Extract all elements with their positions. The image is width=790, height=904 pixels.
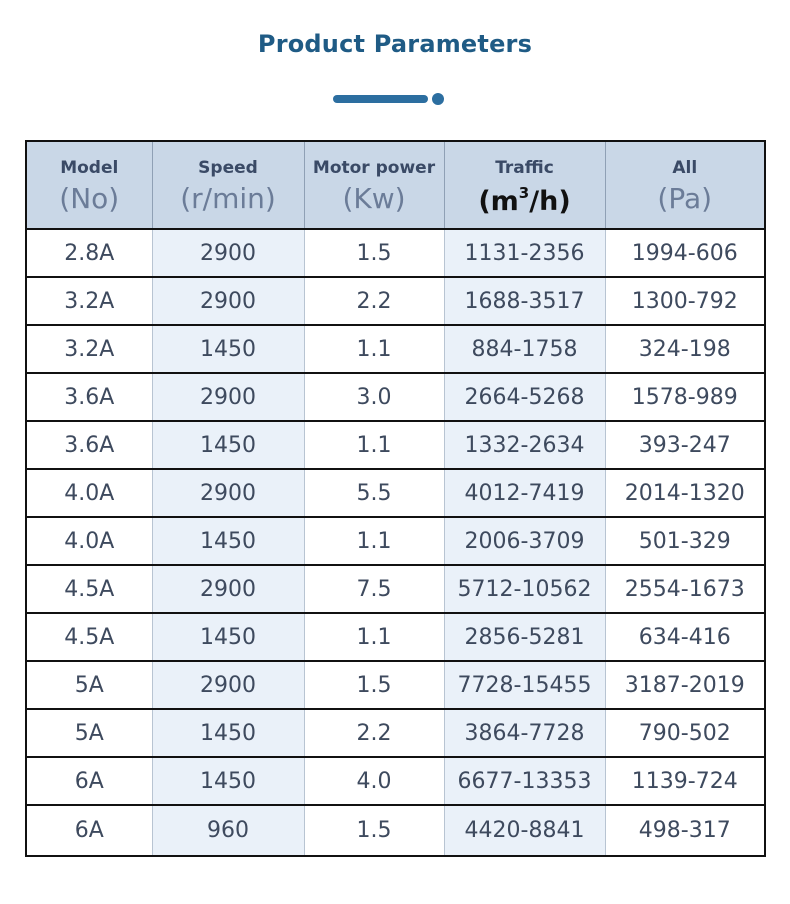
cell-all: 1139-724 xyxy=(605,757,765,805)
header-speed-label: Speed xyxy=(198,158,258,178)
cell-speed: 2900 xyxy=(152,565,304,613)
cell-speed: 960 xyxy=(152,805,304,856)
header-traffic-label: Traffic xyxy=(495,158,554,178)
cell-all: 393-247 xyxy=(605,421,765,469)
cell-traffic: 4012-7419 xyxy=(444,469,605,517)
cell-all: 3187-2019 xyxy=(605,661,765,709)
title-underline-bar xyxy=(333,95,428,103)
cell-traffic: 3864-7728 xyxy=(444,709,605,757)
cell-model: 5A xyxy=(26,709,152,757)
cell-speed: 2900 xyxy=(152,229,304,277)
table-row xyxy=(26,613,765,661)
cell-speed: 1450 xyxy=(152,709,304,757)
header-all xyxy=(605,141,765,229)
cell-speed: 1450 xyxy=(152,757,304,805)
cell-all: 1994-606 xyxy=(605,229,765,277)
cell-all: 324-198 xyxy=(605,325,765,373)
cell-motor-power: 1.5 xyxy=(304,661,444,709)
cell-all: 1578-989 xyxy=(605,373,765,421)
cell-motor-power: 5.5 xyxy=(304,469,444,517)
cell-traffic: 1131-2356 xyxy=(444,229,605,277)
cell-traffic: 2006-3709 xyxy=(444,517,605,565)
cell-all: 2014-1320 xyxy=(605,469,765,517)
table-row xyxy=(26,325,765,373)
cell-model: 4.5A xyxy=(26,613,152,661)
cell-speed: 1450 xyxy=(152,613,304,661)
cell-motor-power: 3.0 xyxy=(304,373,444,421)
cell-motor-power: 1.1 xyxy=(304,517,444,565)
header-speed xyxy=(152,141,304,229)
cell-all: 634-416 xyxy=(605,613,765,661)
cell-model: 3.6A xyxy=(26,421,152,469)
cell-speed: 2900 xyxy=(152,373,304,421)
table-row xyxy=(26,757,765,805)
page-title: Product Parameters xyxy=(257,30,533,58)
cell-traffic: 7728-15455 xyxy=(444,661,605,709)
cell-motor-power: 1.1 xyxy=(304,613,444,661)
table-row xyxy=(26,517,765,565)
cell-traffic: 1332-2634 xyxy=(444,421,605,469)
header-all-unit: (Pa) xyxy=(657,182,713,215)
cell-traffic: 4420-8841 xyxy=(444,805,605,856)
cell-model: 5A xyxy=(26,661,152,709)
product-parameters-table xyxy=(25,140,766,857)
header-traffic-unit-base: (m xyxy=(478,186,519,217)
cell-motor-power: 1.5 xyxy=(304,229,444,277)
cell-traffic: 1688-3517 xyxy=(444,277,605,325)
cell-speed: 1450 xyxy=(152,517,304,565)
cell-model: 2.8A xyxy=(26,229,152,277)
header-model-label: Model xyxy=(60,158,119,178)
cell-speed: 1450 xyxy=(152,421,304,469)
header-traffic-unit-rest: /h) xyxy=(529,186,571,217)
cell-traffic: 2664-5268 xyxy=(444,373,605,421)
header-speed-unit: (r/min) xyxy=(180,182,276,215)
table-row xyxy=(26,421,765,469)
table-row xyxy=(26,661,765,709)
header-model xyxy=(26,141,152,229)
cell-speed: 2900 xyxy=(152,277,304,325)
table-row xyxy=(26,709,765,757)
header-all-label: All xyxy=(672,158,698,178)
cell-traffic: 6677-13353 xyxy=(444,757,605,805)
cell-model: 6A xyxy=(26,805,152,856)
cell-all: 498-317 xyxy=(605,805,765,856)
cell-motor-power: 1.1 xyxy=(304,325,444,373)
cell-model: 4.0A xyxy=(26,469,152,517)
header-model-unit: (No) xyxy=(59,182,120,215)
header-motor-power xyxy=(304,141,444,229)
header-traffic-unit xyxy=(445,186,605,218)
cell-all: 1300-792 xyxy=(605,277,765,325)
cell-traffic: 884-1758 xyxy=(444,325,605,373)
cell-motor-power: 1.5 xyxy=(304,805,444,856)
cell-traffic: 5712-10562 xyxy=(444,565,605,613)
table-header xyxy=(26,141,765,229)
cell-motor-power: 4.0 xyxy=(304,757,444,805)
table-header-row xyxy=(26,141,765,229)
title-underline-dot xyxy=(432,93,444,105)
cell-all: 790-502 xyxy=(605,709,765,757)
cell-all: 2554-1673 xyxy=(605,565,765,613)
cell-model: 4.5A xyxy=(26,565,152,613)
cell-speed: 2900 xyxy=(152,469,304,517)
cell-all: 501-329 xyxy=(605,517,765,565)
table-body xyxy=(26,229,765,856)
table-row xyxy=(26,229,765,277)
cell-traffic: 2856-5281 xyxy=(444,613,605,661)
table-row xyxy=(26,805,765,856)
cell-motor-power: 2.2 xyxy=(304,709,444,757)
cell-model: 4.0A xyxy=(26,517,152,565)
header-motor-power-label: Motor power xyxy=(312,158,436,178)
header-traffic xyxy=(444,141,605,229)
cell-model: 3.6A xyxy=(26,373,152,421)
table-row xyxy=(26,373,765,421)
cell-speed: 2900 xyxy=(152,661,304,709)
cell-motor-power: 2.2 xyxy=(304,277,444,325)
table-row xyxy=(26,469,765,517)
header-traffic-unit-exponent: 3 xyxy=(518,184,530,202)
cell-speed: 1450 xyxy=(152,325,304,373)
table-row xyxy=(26,277,765,325)
cell-motor-power: 7.5 xyxy=(304,565,444,613)
table-row xyxy=(26,565,765,613)
cell-model: 6A xyxy=(26,757,152,805)
cell-model: 3.2A xyxy=(26,277,152,325)
cell-model: 3.2A xyxy=(26,325,152,373)
header-motor-power-unit: (Kw) xyxy=(342,182,406,215)
cell-motor-power: 1.1 xyxy=(304,421,444,469)
